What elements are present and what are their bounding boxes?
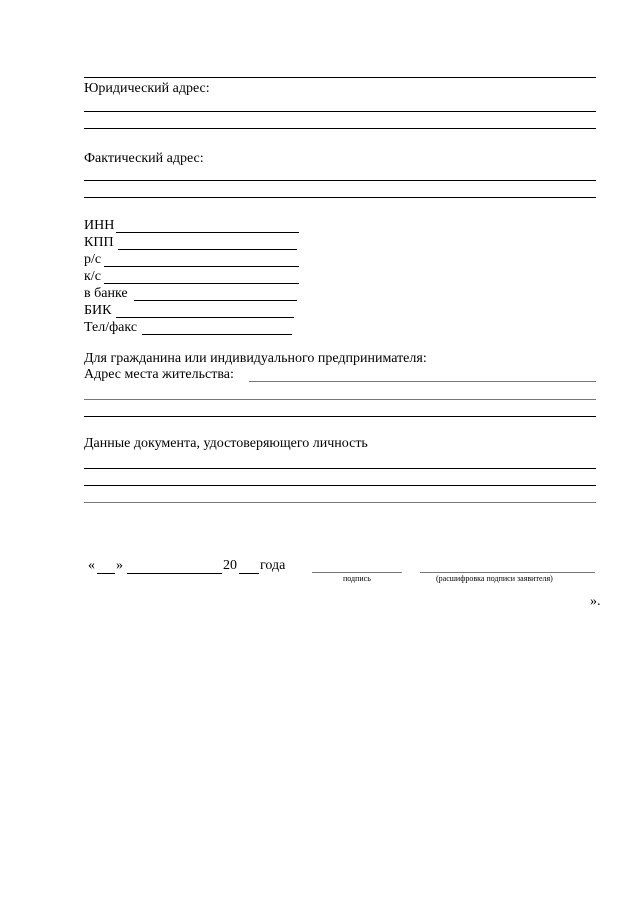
inn-line[interactable] [116, 232, 299, 233]
bik-field[interactable] [84, 303, 299, 320]
residence-address-line-2[interactable] [84, 399, 596, 400]
residence-address-label: Адрес места жительства: [84, 367, 234, 382]
top-rule [84, 77, 596, 78]
bik-line[interactable] [116, 317, 294, 318]
identity-document-line-3[interactable] [84, 502, 596, 503]
date-year-prefix: 20 [223, 558, 237, 573]
rs-field[interactable] [84, 252, 299, 269]
individual-heading: Для гражданина или индивидуального предпринимателя: [84, 351, 427, 366]
signature-decoding-line[interactable] [420, 572, 595, 573]
bank-line[interactable] [134, 300, 297, 301]
bank-field[interactable] [84, 286, 299, 303]
phone-fax-field[interactable] [84, 320, 299, 337]
closing-mark: ». [590, 594, 601, 609]
identity-document-line-2[interactable] [84, 485, 596, 486]
residence-address-line-1[interactable] [249, 381, 596, 382]
inn-label: ИНН [84, 218, 115, 233]
actual-address-line-1[interactable] [84, 180, 596, 181]
date-year-suffix: года [260, 558, 286, 573]
date-day-line[interactable] [97, 573, 115, 574]
kpp-field[interactable] [84, 235, 299, 252]
date-month-line[interactable] [127, 573, 222, 574]
date-close-quote: » [116, 558, 123, 573]
bik-label: БИК [84, 303, 112, 318]
legal-address-line-2[interactable] [84, 128, 596, 129]
phone-fax-label: Тел/факс [84, 320, 138, 335]
date-open-quote: « [88, 558, 95, 573]
rs-line[interactable] [104, 266, 299, 267]
ks-label: к/с [84, 269, 101, 284]
residence-address-line-3[interactable] [84, 416, 596, 417]
actual-address-label: Фактический адрес: [84, 151, 204, 166]
identity-document-label: Данные документа, удостоверяющего личность [84, 436, 368, 451]
identity-document-line-1[interactable] [84, 468, 596, 469]
ks-field[interactable] [84, 269, 299, 286]
signature-line[interactable] [312, 572, 402, 573]
kpp-label: КПП [84, 235, 114, 250]
phone-fax-line[interactable] [142, 334, 292, 335]
kpp-line[interactable] [118, 249, 297, 250]
legal-address-label: Юридический адрес: [84, 81, 210, 96]
signature-caption: подпись [343, 574, 371, 583]
ks-line[interactable] [104, 283, 299, 284]
date-year-line[interactable] [239, 573, 259, 574]
legal-address-line-1[interactable] [84, 111, 596, 112]
rs-label: р/с [84, 252, 102, 267]
bank-label: в банке [84, 286, 128, 301]
signature-decoding-caption: (расшифровка подписи заявителя) [436, 574, 553, 583]
inn-field[interactable] [84, 218, 299, 235]
actual-address-line-2[interactable] [84, 197, 596, 198]
